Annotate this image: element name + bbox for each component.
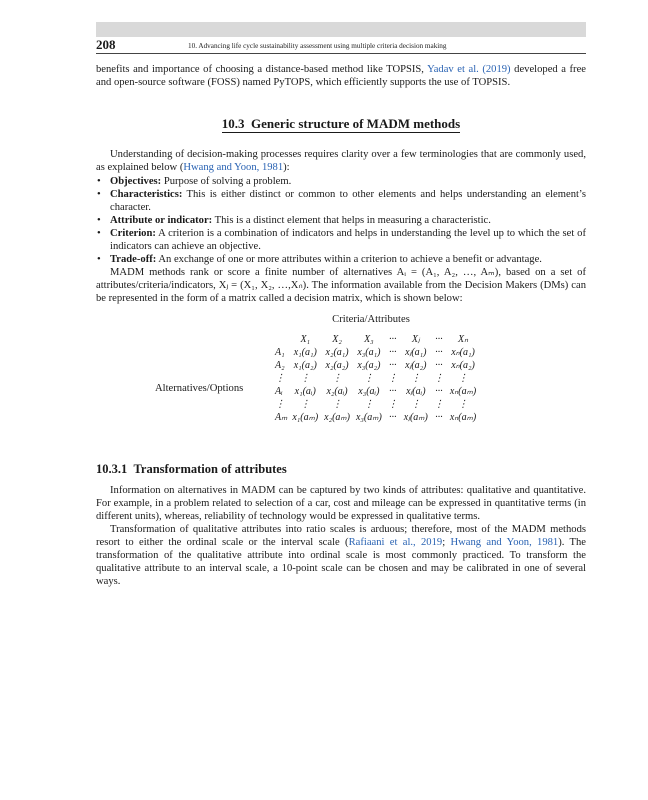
matrix-cell: x₃(a₁) xyxy=(357,347,381,358)
matrix-cell: x₂(aₘ) xyxy=(324,412,350,423)
matrix-cell: x₁(a₂) xyxy=(293,360,317,371)
matrix-cell: xₙ(a₁) xyxy=(451,347,475,358)
matrix-cell: ⋮ xyxy=(433,399,444,410)
matrix-cell: ⋮ xyxy=(387,399,398,410)
matrix-cell: x₃(a₂) xyxy=(357,360,381,371)
matrix-row-header: ⋮ xyxy=(275,373,285,384)
subsection-title: Transformation of attributes xyxy=(133,462,287,476)
term-definition: An exchange of one or more attributes within a criterion to achieve a benefit or advantage. xyxy=(156,254,542,265)
terminology-item xyxy=(96,214,586,227)
subsection-paragraph-2 xyxy=(96,523,586,588)
matrix-row xyxy=(272,346,479,359)
page-number: 208 xyxy=(96,37,116,52)
matrix-cell: ⋮ xyxy=(300,373,311,384)
para-text-end: ). The transformation of the qualitative attribute into ordinal scale is most commonly practiced. To transform the qualitative attribute to an interval scale, a 10-point scale can be chosen and may be calibrated in one of several ways. xyxy=(96,537,587,587)
para-text-end: ): xyxy=(283,162,290,173)
matrix-cell: xₙ(aₘ) xyxy=(449,412,477,423)
matrix-cell: x₂(a₁) xyxy=(325,347,349,358)
matrix-cell: ··· xyxy=(435,347,443,358)
matrix-cell: x₁(aₘ) xyxy=(292,412,319,423)
section-number: 10.3 xyxy=(221,116,245,131)
intro-paragraph xyxy=(96,63,586,89)
para-text: Understanding of decision-making processes requires clarity over a few terminologies that are commonly used, as explained below ( xyxy=(96,149,586,173)
matrix-cell: xⱼ(a₁) xyxy=(405,347,427,358)
citation-separator: ; xyxy=(442,537,451,548)
subsection-number: 10.3.1 xyxy=(96,462,128,476)
term-definition: This is a distinct element that helps in measuring a characteristic. xyxy=(212,215,491,226)
matrix-cell: ··· xyxy=(435,360,443,371)
matrix-cell: ··· xyxy=(389,347,397,358)
matrix-title: Criteria/Attributes xyxy=(332,314,410,325)
term-definition: This is either distinct or common to other elements and helps understanding an element’s character. xyxy=(110,189,586,213)
term-label: Attribute or indicator: xyxy=(110,215,213,226)
matrix-header-cell: Xₙ xyxy=(457,334,469,345)
matrix-header-cell xyxy=(272,333,289,346)
citation-link-rafiaani[interactable]: Rafiaani et al., 2019 xyxy=(348,537,443,548)
matrix-cell: ⋮ xyxy=(332,399,343,410)
matrix-row-label: Alternatives/Options xyxy=(155,383,244,394)
term-label: Trade-off: xyxy=(110,254,157,265)
matrix-cell: x₁(aᵢ) xyxy=(294,386,316,397)
matrix-table xyxy=(272,333,479,424)
matrix-cell: xⱼ(a₂) xyxy=(405,360,427,371)
section-paragraph-1 xyxy=(96,148,586,174)
matrix-header-row xyxy=(272,333,479,346)
matrix-row xyxy=(272,359,479,372)
intro-text-cont: developed a free and open-source software (FOSS) named PyTOPS, which efficiently supports the use of TOPSIS. xyxy=(96,64,586,88)
matrix-row-header: Aᵢ xyxy=(275,386,283,397)
matrix-cell: ⋮ xyxy=(363,373,374,384)
matrix-cell: x₁(a₁) xyxy=(293,347,317,358)
matrix-header-cell: ··· xyxy=(435,334,443,345)
subsection-heading xyxy=(96,463,586,476)
matrix-header-cell: Xⱼ xyxy=(411,334,420,345)
matrix-cell: ⋮ xyxy=(300,399,311,410)
citation-link-hwang-2[interactable]: Hwang and Yoon, 1981 xyxy=(450,537,559,548)
matrix-cell: ⋮ xyxy=(458,373,469,384)
term-label: Criterion: xyxy=(110,228,156,239)
section-title: Generic structure of MADM methods xyxy=(251,116,461,131)
decision-matrix xyxy=(96,313,586,433)
matrix-cell: x₂(aᵢ) xyxy=(326,386,348,397)
matrix-cell: x₃(aₘ) xyxy=(355,412,382,423)
matrix-cell: xⱼ(aᵢ) xyxy=(406,386,426,397)
matrix-cell: ··· xyxy=(389,412,397,423)
terminology-item xyxy=(96,175,586,188)
matrix-header-cell: ··· xyxy=(389,334,397,345)
citation-link-hwang[interactable]: Hwang and Yoon, 1981 xyxy=(183,162,284,173)
terminology-item xyxy=(96,188,586,214)
header-bar xyxy=(96,22,586,37)
matrix-cell: ⋮ xyxy=(410,399,421,410)
terminology-list xyxy=(96,175,586,266)
matrix-cell: ··· xyxy=(435,412,443,423)
term-label: Characteristics: xyxy=(110,189,183,200)
matrix-header-cell: X₃ xyxy=(364,334,374,345)
matrix-cell: x₂(a₂) xyxy=(325,360,349,371)
matrix-cell: ··· xyxy=(389,360,397,371)
matrix-cell: ··· xyxy=(435,386,443,397)
intro-text: benefits and importance of choosing a distance-based method like TOPSIS, xyxy=(96,64,428,75)
bullet-icon: • xyxy=(97,189,101,200)
matrix-cell: xⱼ(aₘ) xyxy=(403,412,428,423)
matrix-header-cell: X₂ xyxy=(332,334,342,345)
matrix-row xyxy=(272,385,479,398)
matrix-row xyxy=(272,398,479,411)
matrix-header-cell: X₁ xyxy=(300,334,311,345)
terminology-item xyxy=(96,227,586,253)
matrix-cell: ⋮ xyxy=(332,373,343,384)
matrix-cell: x₃(aᵢ) xyxy=(358,386,380,397)
matrix-row-header: ⋮ xyxy=(275,399,285,410)
bullet-icon: • xyxy=(97,176,101,187)
matrix-cell: ⋮ xyxy=(410,373,421,384)
page-body xyxy=(96,63,586,588)
bullet-icon: • xyxy=(97,215,101,226)
para-text: Transformation of qualitative attributes into ratio scales is arduous; therefore, most of the MADM methods resort to either the ordinal scale or the interval scale ( xyxy=(96,524,586,548)
citation-link-yadav[interactable]: Yadav et al. (2019) xyxy=(427,64,511,75)
term-definition: A criterion is a combination of indicators and helps in understanding the level up to which the set of indicators can achieve an objective. xyxy=(110,228,586,252)
matrix-cell: ··· xyxy=(389,386,397,397)
subsection-paragraph-1: Information on alternatives in MADM can be captured by two kinds of attributes: qualitative and quantitative. For example, in a problem related to selection of a car, cost and mileage can be expressed in quantitative terms (in different units), whereas, reliability of technology would be expressed in qualitative terms. xyxy=(96,485,586,522)
section-heading xyxy=(96,117,586,130)
matrix-cell: xₙ(aₘ) xyxy=(449,386,477,397)
matrix-cell: ⋮ xyxy=(458,399,469,410)
matrix-cell: ⋮ xyxy=(433,373,444,384)
running-head: 10. Advancing life cycle sustainability assessment using multiple criteria decision making xyxy=(188,42,447,50)
header-rule xyxy=(96,53,586,54)
matrix-row xyxy=(272,411,479,424)
section-paragraph-2: MADM methods rank or score a finite number of alternatives Aᵢ = (A₁, A₂, …, Aₘ), based on a set of attributes/criteria/indicators, Xⱼ = (X₁, X₂, …,Xₙ). The information available from the Decision Makers (DMs) can be represented in the form of a matrix called a decision matrix, which is shown below: xyxy=(96,267,586,304)
matrix-cell: xₙ(a₂) xyxy=(451,360,475,371)
terminology-item xyxy=(96,253,586,266)
term-definition: Purpose of solving a problem. xyxy=(161,176,292,187)
term-label: Objectives: xyxy=(110,176,162,187)
bullet-icon: • xyxy=(97,254,101,265)
matrix-row xyxy=(272,372,479,385)
matrix-row-header: A₂ xyxy=(275,360,285,371)
matrix-row-header: Aₘ xyxy=(275,412,288,423)
matrix-row-header: A₁ xyxy=(275,347,285,358)
bullet-icon: • xyxy=(97,228,101,239)
matrix-cell: ⋮ xyxy=(363,399,374,410)
matrix-cell: ⋮ xyxy=(387,373,398,384)
